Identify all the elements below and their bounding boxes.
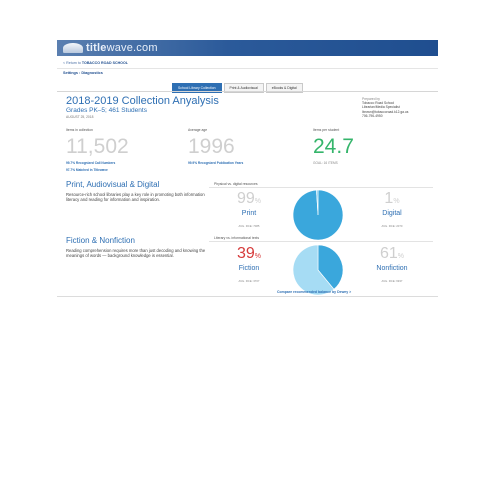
return-prefix: < Return to bbox=[63, 61, 82, 65]
prepared-by bbox=[362, 97, 408, 118]
pie-chart-fiction-nonfiction bbox=[291, 243, 345, 297]
pct-name: Digital bbox=[382, 210, 402, 217]
pct-fiction bbox=[219, 246, 279, 283]
section-body-fiction-nonfiction: Reading comprehension requires more than just decoding and knowing the meanings of words — background knowledge is essential. bbox=[66, 248, 206, 259]
return-link[interactable] bbox=[63, 61, 128, 65]
prepared-email[interactable]: lbrown@tobaccoroad.k12.ga.us bbox=[362, 109, 409, 114]
stat-value: 11,502 bbox=[66, 135, 129, 158]
report-subtitle: Grades PK–5; 461 Students bbox=[66, 107, 147, 114]
stat-items-in-collection bbox=[66, 128, 129, 173]
prepared-line: Tobacco Road School bbox=[362, 101, 395, 106]
tab-ebooks-digital[interactable]: eBooks & Digital bbox=[266, 83, 303, 93]
stat-note[interactable]: 99.9% Recognized Publication Years bbox=[188, 161, 244, 165]
stat-note[interactable]: 97.7% Matched in Titlewave bbox=[66, 168, 108, 173]
pct-value: 39% bbox=[236, 245, 262, 262]
pct-nonfiction bbox=[362, 246, 422, 283]
titlewave-logo[interactable] bbox=[63, 41, 158, 55]
section-title-print-digital: Print, Audiovisual & Digital bbox=[66, 180, 160, 189]
stat-average-age bbox=[188, 128, 243, 165]
section-body-print-digital: Resource-rich school libraries play a key role in promoting both information literacy and reading for information and inspiration. bbox=[66, 192, 205, 203]
pct-avg: AVG. RCE: 6937 bbox=[381, 279, 403, 283]
stat-items-per-student bbox=[313, 128, 354, 165]
pct-avg: AVG. RCE: 3707 bbox=[238, 279, 260, 283]
pct-name: Print bbox=[241, 210, 257, 217]
prepared-label: Prepared by bbox=[362, 97, 380, 101]
chart-label-literary-informational: Literary vs. informational texts bbox=[214, 236, 260, 240]
logo-mark-icon bbox=[63, 43, 83, 53]
brand-name-bold: title bbox=[86, 42, 107, 54]
pct-value: 99% bbox=[236, 190, 262, 207]
report-date: AUGUST 25, 2018 bbox=[66, 115, 94, 119]
stat-note[interactable]: 99.7% Recognized Call Numbers bbox=[66, 161, 116, 165]
pct-name: Fiction bbox=[238, 265, 260, 272]
pct-value: 61% bbox=[379, 245, 405, 262]
chart-label-physical-digital: Physical vs. digital resources bbox=[214, 182, 258, 186]
pct-avg: AVG. RCE: 7085 bbox=[238, 224, 260, 228]
stat-label: Items per student bbox=[313, 128, 340, 132]
report-title: 2018-2019 Collection Anyalysis bbox=[66, 95, 219, 107]
header-banner bbox=[57, 40, 438, 56]
pct-avg: AVG. RCE: 2070 bbox=[381, 224, 403, 228]
chart-divider bbox=[209, 241, 433, 242]
stat-value: 24.7 bbox=[313, 135, 354, 158]
stat-goal: GOAL: 16 ITEMS bbox=[313, 161, 338, 165]
settings-breadcrumb[interactable]: Settings : Diagnostics bbox=[63, 71, 103, 75]
tab-divider bbox=[57, 91, 438, 92]
prepared-line: Librarian/Media Specialist bbox=[362, 105, 400, 110]
tab-school-library-collection[interactable]: School Library Collection bbox=[172, 83, 222, 93]
stat-value: 1996 bbox=[188, 135, 235, 158]
brand-name-light: wave bbox=[106, 42, 134, 54]
compare-dewey-link[interactable]: Compare recommended balance by Dewey > bbox=[277, 290, 352, 294]
app-frame bbox=[57, 40, 438, 297]
section-title-fiction-nonfiction: Fiction & Nonfiction bbox=[66, 236, 135, 245]
return-school: TOBACCO ROAD SCHOOL bbox=[81, 61, 128, 65]
pct-value: 1% bbox=[384, 190, 400, 207]
pct-digital bbox=[362, 191, 422, 228]
prepared-phone: 706-796-4950 bbox=[362, 113, 383, 118]
pct-print bbox=[219, 191, 279, 228]
divider bbox=[57, 68, 438, 69]
stat-label: Average age bbox=[188, 128, 208, 132]
tab-print-audiovisual[interactable]: Print & Audiovisual bbox=[224, 83, 264, 93]
stat-label: Items in collection bbox=[66, 128, 93, 132]
pie-chart-print-digital bbox=[291, 188, 345, 242]
pct-name: Nonfiction bbox=[376, 265, 408, 272]
brand-suffix: .com bbox=[133, 42, 158, 54]
